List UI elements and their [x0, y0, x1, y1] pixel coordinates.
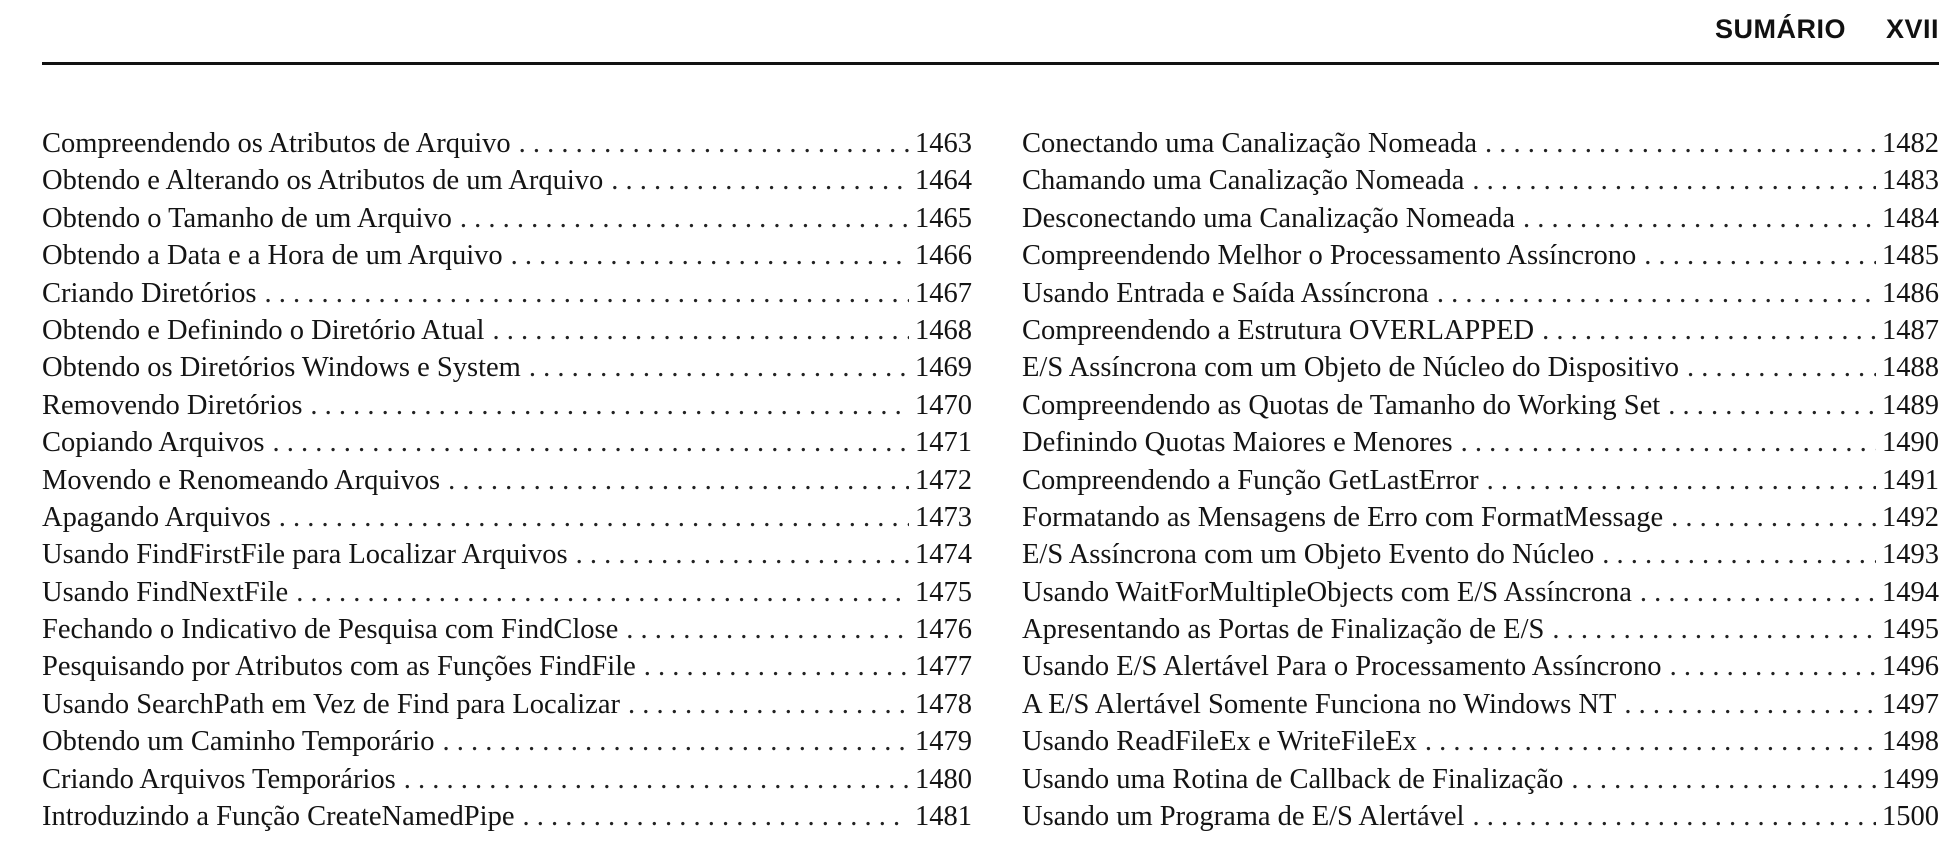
toc-entry-page: 1492: [1882, 501, 1939, 533]
dot-leader: [492, 312, 909, 349]
toc-entry-page: 1471: [915, 427, 972, 459]
toc-entry-page: 1476: [915, 614, 972, 646]
toc-entry: [42, 125, 972, 162]
toc-entry-title: Compreendendo as Quotas de Tamanho do Working Set: [1022, 389, 1661, 421]
toc-entry-page: 1463: [915, 128, 972, 159]
dot-leader: [1425, 723, 1876, 760]
dot-leader: [626, 611, 909, 648]
toc-entry: [42, 200, 972, 237]
toc-entry-title: Obtendo e Alterando os Atributos de um Arquivo: [42, 165, 604, 197]
toc-entry-title: Pesquisando por Atributos com as Funções FindFile: [42, 651, 636, 683]
toc-entry: [1022, 162, 1939, 199]
toc-entry-title: Usando FindFirstFile para Localizar Arquivos: [42, 539, 568, 571]
dot-leader: [511, 237, 909, 274]
dot-leader: [1671, 499, 1876, 536]
toc-entry: [1022, 237, 1939, 274]
toc-entry: [42, 648, 972, 685]
toc-entry: [1022, 536, 1939, 573]
toc-entry-title: Usando SearchPath em Vez de Find para Localizar: [42, 688, 620, 720]
toc-column-left: [42, 125, 972, 835]
toc-entry: [1022, 200, 1939, 237]
dot-leader: [310, 387, 909, 424]
toc-entry: [42, 275, 972, 312]
toc-entry-title: Removendo Diretórios: [42, 389, 303, 421]
toc-entry-page: 1493: [1882, 539, 1939, 571]
dot-leader: [460, 200, 909, 237]
toc-entry-page: 1486: [1882, 277, 1939, 309]
toc-entry-title: Usando WaitForMultipleObjects com E/S Assíncrona: [1022, 576, 1632, 608]
toc-entry-title: A E/S Alertável Somente Funciona no Windows NT: [1022, 688, 1617, 720]
dot-leader: [1523, 200, 1876, 237]
toc-entry-page: 1494: [1882, 576, 1939, 608]
toc-entry-title: Compreendendo a Função GetLastError: [1022, 464, 1479, 496]
toc-entry: [1022, 125, 1939, 162]
toc-entry-page: 1466: [915, 240, 972, 272]
toc-entry: [42, 536, 972, 573]
toc-entry-title: Usando uma Rotina de Callback de Finalização: [1022, 763, 1564, 795]
toc-entry-page: 1477: [915, 651, 972, 683]
toc-entry-page: 1479: [915, 726, 972, 758]
toc-entry-page: 1491: [1882, 464, 1939, 496]
toc-entry: [1022, 611, 1939, 648]
toc-entry: [42, 611, 972, 648]
toc-entry-title: Usando ReadFileEx e WriteFileEx: [1022, 726, 1417, 758]
dot-leader: [448, 462, 909, 499]
toc-entry: [1022, 574, 1939, 611]
toc-entry: [1022, 462, 1939, 499]
section-title: SUMÁRIO: [1714, 14, 1846, 44]
toc-entry-page: 1464: [915, 165, 972, 197]
toc-entry-title: Compreendendo Melhor o Processamento Assíncrono: [1022, 240, 1637, 272]
running-header: [1715, 14, 1939, 45]
toc-entry-page: 1472: [915, 464, 972, 496]
toc-entry-title: Compreendendo os Atributos de Arquivo: [42, 128, 511, 159]
toc-entry-page: 1500: [1882, 801, 1939, 833]
toc-entry: [42, 162, 972, 199]
toc-entry-page: 1480: [915, 763, 972, 795]
toc-entry-title: Usando FindNextFile: [42, 576, 289, 608]
toc-entry-page: 1481: [915, 801, 972, 833]
toc-entry-page: 1485: [1882, 240, 1939, 272]
dot-leader: [644, 648, 909, 685]
dot-leader: [265, 275, 909, 312]
toc-entry: [42, 424, 972, 461]
dot-leader: [611, 162, 909, 199]
toc-entry: [1022, 275, 1939, 312]
toc-entry: [42, 387, 972, 424]
toc-entry-title: Movendo e Renomeando Arquivos: [42, 464, 441, 496]
toc-entry-title: Definindo Quotas Maiores e Menores: [1022, 427, 1453, 459]
toc-entry: [1022, 387, 1939, 424]
toc-entry: [42, 574, 972, 611]
dot-leader: [1668, 387, 1876, 424]
toc-entry: [1022, 761, 1939, 798]
toc-entry: [42, 237, 972, 274]
toc-entry: [42, 349, 972, 386]
dot-leader: [1552, 611, 1876, 648]
toc-entry: [42, 499, 972, 536]
toc-entry-title: Copiando Arquivos: [42, 427, 265, 459]
dot-leader: [1472, 162, 1876, 199]
toc-entry-title: Obtendo os Diretórios Windows e System: [42, 352, 521, 384]
toc-entry-title: Apagando Arquivos: [42, 501, 271, 533]
toc-entry: [42, 798, 972, 835]
page-number: XVII: [1885, 14, 1939, 44]
dot-leader: [628, 686, 909, 723]
toc-entry-title: Usando um Programa de E/S Alertável: [1022, 801, 1465, 833]
toc-entry-title: Fechando o Indicativo de Pesquisa com FindClose: [42, 614, 619, 646]
dot-leader: [1461, 424, 1876, 461]
toc-entry: [1022, 424, 1939, 461]
toc-entry-page: 1489: [1882, 389, 1939, 421]
toc-entry: [42, 686, 972, 723]
toc-entry-page: 1468: [915, 314, 972, 346]
dot-leader: [296, 574, 909, 611]
dot-leader: [1640, 574, 1876, 611]
toc-entry-title: Criando Diretórios: [42, 277, 257, 309]
toc-entry-page: 1465: [915, 202, 972, 234]
toc-entry-title: Obtendo e Definindo o Diretório Atual: [42, 314, 485, 346]
dot-leader: [279, 499, 909, 536]
toc-entry-title: Formatando as Mensagens de Erro com FormatMessage: [1022, 501, 1664, 533]
toc-entry-page: 1497: [1882, 688, 1939, 720]
toc-entry: [1022, 349, 1939, 386]
toc-entry-title: Usando Entrada e Saída Assíncrona: [1022, 277, 1429, 309]
toc-entry-page: 1490: [1882, 427, 1939, 459]
toc-entry-title: Desconectando uma Canalização Nomeada: [1022, 202, 1515, 234]
toc-column-right: [1022, 125, 1939, 835]
dot-leader: [1670, 648, 1876, 685]
toc-entry-page: 1487: [1882, 314, 1939, 346]
toc-entry-page: 1478: [915, 688, 972, 720]
toc-entry-page: 1470: [915, 389, 972, 421]
toc-entry-title: E/S Assíncrona com um Objeto Evento do Núcleo: [1022, 539, 1595, 571]
toc-entry-title: E/S Assíncrona com um Objeto de Núcleo do Dispositivo: [1022, 352, 1680, 384]
toc-entry-page: 1496: [1882, 651, 1939, 683]
toc-entry-title: Obtendo a Data e a Hora de um Arquivo: [42, 240, 503, 272]
toc-entry: [1022, 648, 1939, 685]
toc-entry-title: Compreendendo a Estrutura OVERLAPPED: [1022, 314, 1535, 346]
toc-entry-page: 1469: [915, 352, 972, 384]
dot-leader: [1644, 237, 1876, 274]
dot-leader: [1437, 275, 1876, 312]
toc-entry: [1022, 723, 1939, 760]
toc-entry-title: Apresentando as Portas de Finalização de E/S: [1022, 614, 1545, 646]
toc-entry-page: 1483: [1882, 165, 1939, 197]
toc-entry-page: 1499: [1882, 763, 1939, 795]
dot-leader: [1542, 312, 1876, 349]
dot-leader: [1472, 798, 1876, 835]
toc-entry-title: Obtendo o Tamanho de um Arquivo: [42, 202, 452, 234]
dot-leader: [1624, 686, 1876, 723]
toc-entry-page: 1484: [1882, 202, 1939, 234]
toc-entry-page: 1495: [1882, 614, 1939, 646]
dot-leader: [576, 536, 909, 573]
dot-leader: [1487, 462, 1876, 499]
toc-entry-title: Chamando uma Canalização Nomeada: [1022, 165, 1465, 197]
toc-entry: [42, 761, 972, 798]
dot-leader: [1571, 761, 1876, 798]
toc-entry-page: 1488: [1882, 352, 1939, 384]
dot-leader: [1602, 536, 1876, 573]
dot-leader: [1687, 349, 1876, 386]
toc-entry: [1022, 798, 1939, 835]
toc-entry-title: Conectando uma Canalização Nomeada: [1022, 128, 1478, 159]
dot-leader: [1485, 125, 1876, 162]
toc-entry: [1022, 499, 1939, 536]
toc-entry-page: 1467: [915, 277, 972, 309]
toc-entry-page: 1474: [915, 539, 972, 571]
toc-entry-page: 1475: [915, 576, 972, 608]
toc-entry: [1022, 686, 1939, 723]
toc-entry: [42, 462, 972, 499]
toc-entry-title: Introduzindo a Função CreateNamedPipe: [42, 801, 515, 833]
toc-entry-title: Criando Arquivos Temporários: [42, 763, 396, 795]
toc-entry: [42, 312, 972, 349]
dot-leader: [529, 349, 909, 386]
dot-leader: [272, 424, 909, 461]
toc-entry-page: 1482: [1882, 128, 1939, 159]
toc-entry: [42, 723, 972, 760]
toc-entry-title: Obtendo um Caminho Temporário: [42, 726, 435, 758]
toc-entry-title: Usando E/S Alertável Para o Processamento Assíncrono: [1022, 651, 1662, 683]
toc-entry-page: 1473: [915, 501, 972, 533]
dot-leader: [522, 798, 909, 835]
toc-entry: [1022, 312, 1939, 349]
toc-entry-page: 1498: [1882, 726, 1939, 758]
dot-leader: [519, 125, 909, 162]
header-rule: [42, 62, 1939, 65]
dot-leader: [404, 761, 909, 798]
dot-leader: [442, 723, 909, 760]
